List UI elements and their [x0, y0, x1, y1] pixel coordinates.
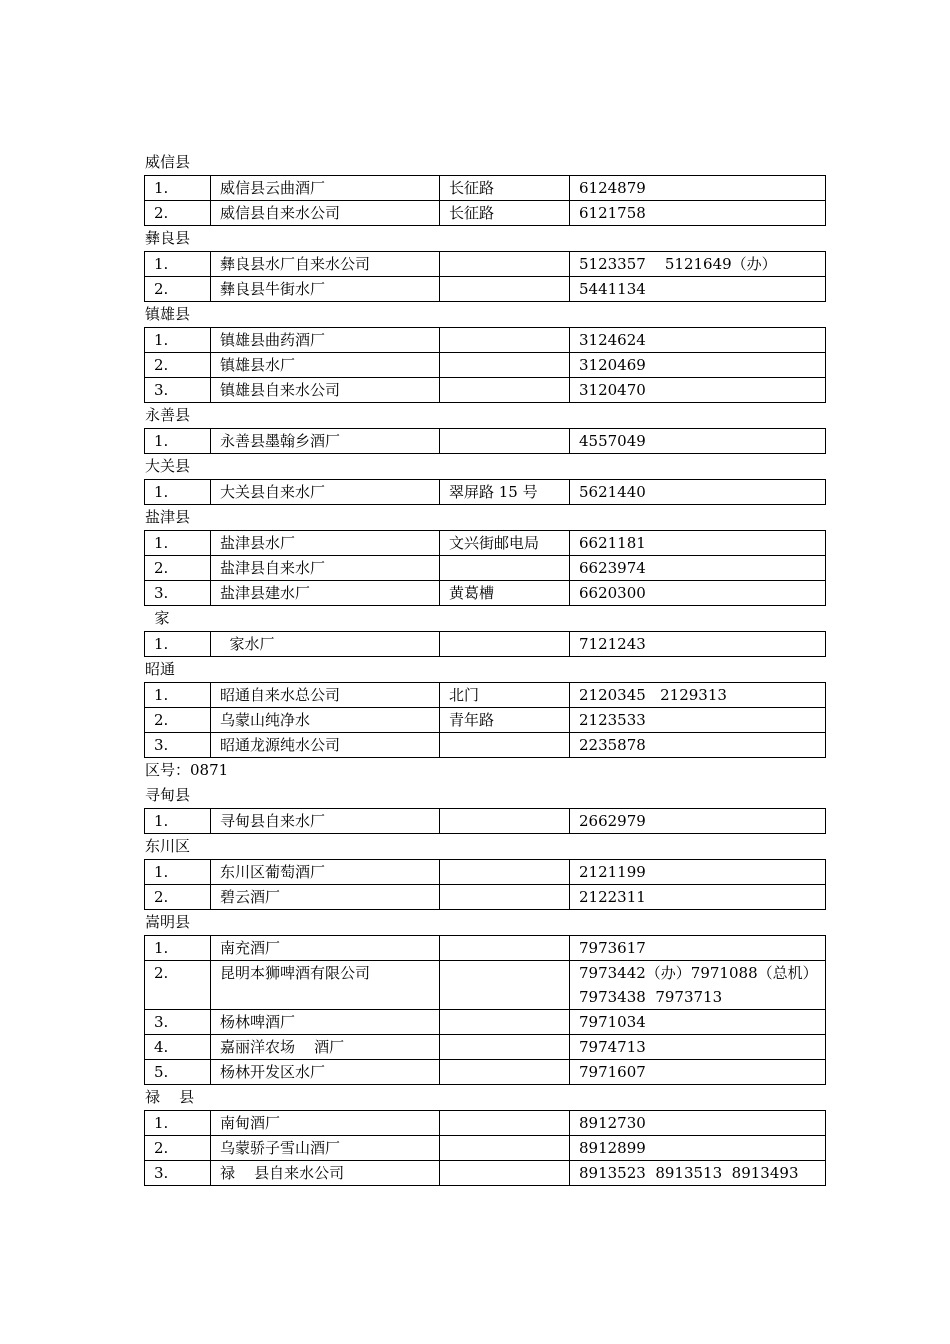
- row-number: 4.: [145, 1035, 211, 1060]
- company-name: 彝良县牛街水厂: [211, 277, 440, 302]
- address: 北门: [440, 683, 570, 708]
- company-name: 镇雄县自来水公司: [211, 378, 440, 403]
- section-title: 区号：0871: [145, 761, 229, 779]
- table-row: [145, 1161, 826, 1186]
- address: [440, 429, 570, 454]
- phone-number: 2122311: [570, 885, 826, 910]
- company-name: 家水厂: [211, 632, 440, 657]
- contact-table: [144, 808, 826, 834]
- section-title: 家: [145, 609, 170, 627]
- phone-number: 7974713: [570, 1035, 826, 1060]
- phone-number: 8912730: [570, 1111, 826, 1136]
- company-name: 乌蒙骄子雪山酒厂: [211, 1136, 440, 1161]
- row-number: 1.: [145, 176, 211, 201]
- phone-number: 6623974: [570, 556, 826, 581]
- company-name: 镇雄县曲药酒厂: [211, 328, 440, 353]
- contact-table: [144, 428, 826, 454]
- address: [440, 860, 570, 885]
- row-number: 1.: [145, 1111, 211, 1136]
- row-number: 1.: [145, 809, 211, 834]
- phone-number: 8913523 8913513 8913493: [570, 1161, 826, 1186]
- company-name: 南甸酒厂: [211, 1111, 440, 1136]
- row-number: 1.: [145, 480, 211, 505]
- row-number: 5.: [145, 1060, 211, 1085]
- table-row: [145, 936, 826, 961]
- row-number: 2.: [145, 556, 211, 581]
- company-name: 昭通自来水总公司: [211, 683, 440, 708]
- address: [440, 1111, 570, 1136]
- table-row: [145, 1111, 826, 1136]
- section-title: 盐津县: [145, 508, 191, 526]
- phone-number: 6620300: [570, 581, 826, 606]
- address: [440, 277, 570, 302]
- company-name: 盐津县水厂: [211, 531, 440, 556]
- table-row: [145, 531, 826, 556]
- address: [440, 1161, 570, 1186]
- address: 黄葛槽: [440, 581, 570, 606]
- section-title: 禄 县: [145, 1088, 195, 1106]
- section-title: 寻甸县: [145, 786, 191, 804]
- contact-table: [144, 175, 826, 226]
- company-name: 碧云酒厂: [211, 885, 440, 910]
- company-name: 杨林开发区水厂: [211, 1060, 440, 1085]
- table-row: [145, 885, 826, 910]
- row-number: 2.: [145, 708, 211, 733]
- row-number: 1.: [145, 328, 211, 353]
- phone-number: 2120345 2129313: [570, 683, 826, 708]
- phone-number: 6124879: [570, 176, 826, 201]
- table-row: [145, 1035, 826, 1060]
- company-name: 盐津县自来水厂: [211, 556, 440, 581]
- address: [440, 733, 570, 758]
- table-row: [145, 683, 826, 708]
- table-row: [145, 176, 826, 201]
- phone-number: 7973617: [570, 936, 826, 961]
- address: [440, 1060, 570, 1085]
- address: [440, 1136, 570, 1161]
- address: [440, 885, 570, 910]
- phone-number: 3120469: [570, 353, 826, 378]
- row-number: 3.: [145, 733, 211, 758]
- row-number: 1.: [145, 936, 211, 961]
- phone-number: 2121199: [570, 860, 826, 885]
- section-title: 永善县: [145, 406, 191, 424]
- company-name: 嘉丽洋农场 酒厂: [211, 1035, 440, 1060]
- table-row: [145, 708, 826, 733]
- section-title: 威信县: [145, 153, 191, 171]
- company-name: 昆明本狮啤酒有限公司: [211, 961, 440, 1010]
- contact-table: [144, 631, 826, 657]
- phone-number: 2235878: [570, 733, 826, 758]
- address: [440, 936, 570, 961]
- company-name: 威信县云曲酒厂: [211, 176, 440, 201]
- company-name: 南充酒厂: [211, 936, 440, 961]
- table-row: [145, 1060, 826, 1085]
- phone-number: 7121243: [570, 632, 826, 657]
- table-row: [145, 201, 826, 226]
- row-number: 3.: [145, 581, 211, 606]
- row-number: 2.: [145, 201, 211, 226]
- row-number: 2.: [145, 961, 211, 1010]
- phone-number: 7973442（办）7971088（总机） 7973438 7973713: [570, 961, 826, 1010]
- phone-number: 3124624: [570, 328, 826, 353]
- section-title: 嵩明县: [145, 913, 191, 931]
- address: 长征路: [440, 201, 570, 226]
- row-number: 3.: [145, 378, 211, 403]
- phone-number: 5621440: [570, 480, 826, 505]
- phone-number: 5123357 5121649（办）: [570, 252, 826, 277]
- company-name: 镇雄县水厂: [211, 353, 440, 378]
- row-number: 1.: [145, 683, 211, 708]
- section-title: 彝良县: [145, 229, 191, 247]
- contact-table: [144, 1110, 826, 1186]
- phone-number: 2662979: [570, 809, 826, 834]
- company-name: 威信县自来水公司: [211, 201, 440, 226]
- company-name: 禄 县自来水公司: [211, 1161, 440, 1186]
- phone-number: 7971607: [570, 1060, 826, 1085]
- company-name: 寻甸县自来水厂: [211, 809, 440, 834]
- address: [440, 378, 570, 403]
- row-number: 3.: [145, 1161, 211, 1186]
- phone-number: 3120470: [570, 378, 826, 403]
- company-name: 永善县墨翰乡酒厂: [211, 429, 440, 454]
- table-row: [145, 961, 826, 1010]
- address: [440, 328, 570, 353]
- section-title: 镇雄县: [145, 305, 191, 323]
- table-row: [145, 429, 826, 454]
- table-row: [145, 1010, 826, 1035]
- table-row: [145, 353, 826, 378]
- contact-table: [144, 530, 826, 606]
- phone-number: 8912899: [570, 1136, 826, 1161]
- row-number: 1.: [145, 860, 211, 885]
- address: [440, 556, 570, 581]
- company-name: 杨林啤酒厂: [211, 1010, 440, 1035]
- address: [440, 632, 570, 657]
- company-name: 乌蒙山纯净水: [211, 708, 440, 733]
- row-number: 2.: [145, 277, 211, 302]
- table-row: [145, 581, 826, 606]
- company-name: 彝良县水厂自来水公司: [211, 252, 440, 277]
- phone-number: 7971034: [570, 1010, 826, 1035]
- section-title: 东川区: [145, 837, 191, 855]
- document-body: [144, 150, 825, 1186]
- company-name: 昭通龙源纯水公司: [211, 733, 440, 758]
- table-row: [145, 252, 826, 277]
- contact-table: [144, 327, 826, 403]
- row-number: 1.: [145, 429, 211, 454]
- phone-number: 5441134: [570, 277, 826, 302]
- table-row: [145, 733, 826, 758]
- row-number: 2.: [145, 1136, 211, 1161]
- table-row: [145, 277, 826, 302]
- phone-number: 2123533: [570, 708, 826, 733]
- address: [440, 809, 570, 834]
- table-row: [145, 1136, 826, 1161]
- row-number: 2.: [145, 353, 211, 378]
- section-title: 昭通: [145, 660, 176, 678]
- address: 翠屏路 15 号: [440, 480, 570, 505]
- address: 青年路: [440, 708, 570, 733]
- table-row: [145, 480, 826, 505]
- row-number: 1.: [145, 252, 211, 277]
- contact-table: [144, 935, 826, 1085]
- contact-table: [144, 251, 826, 302]
- company-name: 大关县自来水厂: [211, 480, 440, 505]
- company-name: 东川区葡萄酒厂: [211, 860, 440, 885]
- row-number: 1.: [145, 632, 211, 657]
- table-row: [145, 378, 826, 403]
- address: [440, 1010, 570, 1035]
- address: [440, 1035, 570, 1060]
- table-row: [145, 632, 826, 657]
- row-number: 1.: [145, 531, 211, 556]
- address: 长征路: [440, 176, 570, 201]
- contact-table: [144, 479, 826, 505]
- row-number: 2.: [145, 885, 211, 910]
- table-row: [145, 556, 826, 581]
- address: 文兴街邮电局: [440, 531, 570, 556]
- contact-table: [144, 859, 826, 910]
- phone-number: 6621181: [570, 531, 826, 556]
- table-row: [145, 809, 826, 834]
- address: [440, 961, 570, 1010]
- company-name: 盐津县建水厂: [211, 581, 440, 606]
- section-title: 大关县: [145, 457, 191, 475]
- contact-table: [144, 682, 826, 758]
- address: [440, 353, 570, 378]
- row-number: 3.: [145, 1010, 211, 1035]
- phone-number: 6121758: [570, 201, 826, 226]
- phone-number: 4557049: [570, 429, 826, 454]
- address: [440, 252, 570, 277]
- table-row: [145, 328, 826, 353]
- table-row: [145, 860, 826, 885]
